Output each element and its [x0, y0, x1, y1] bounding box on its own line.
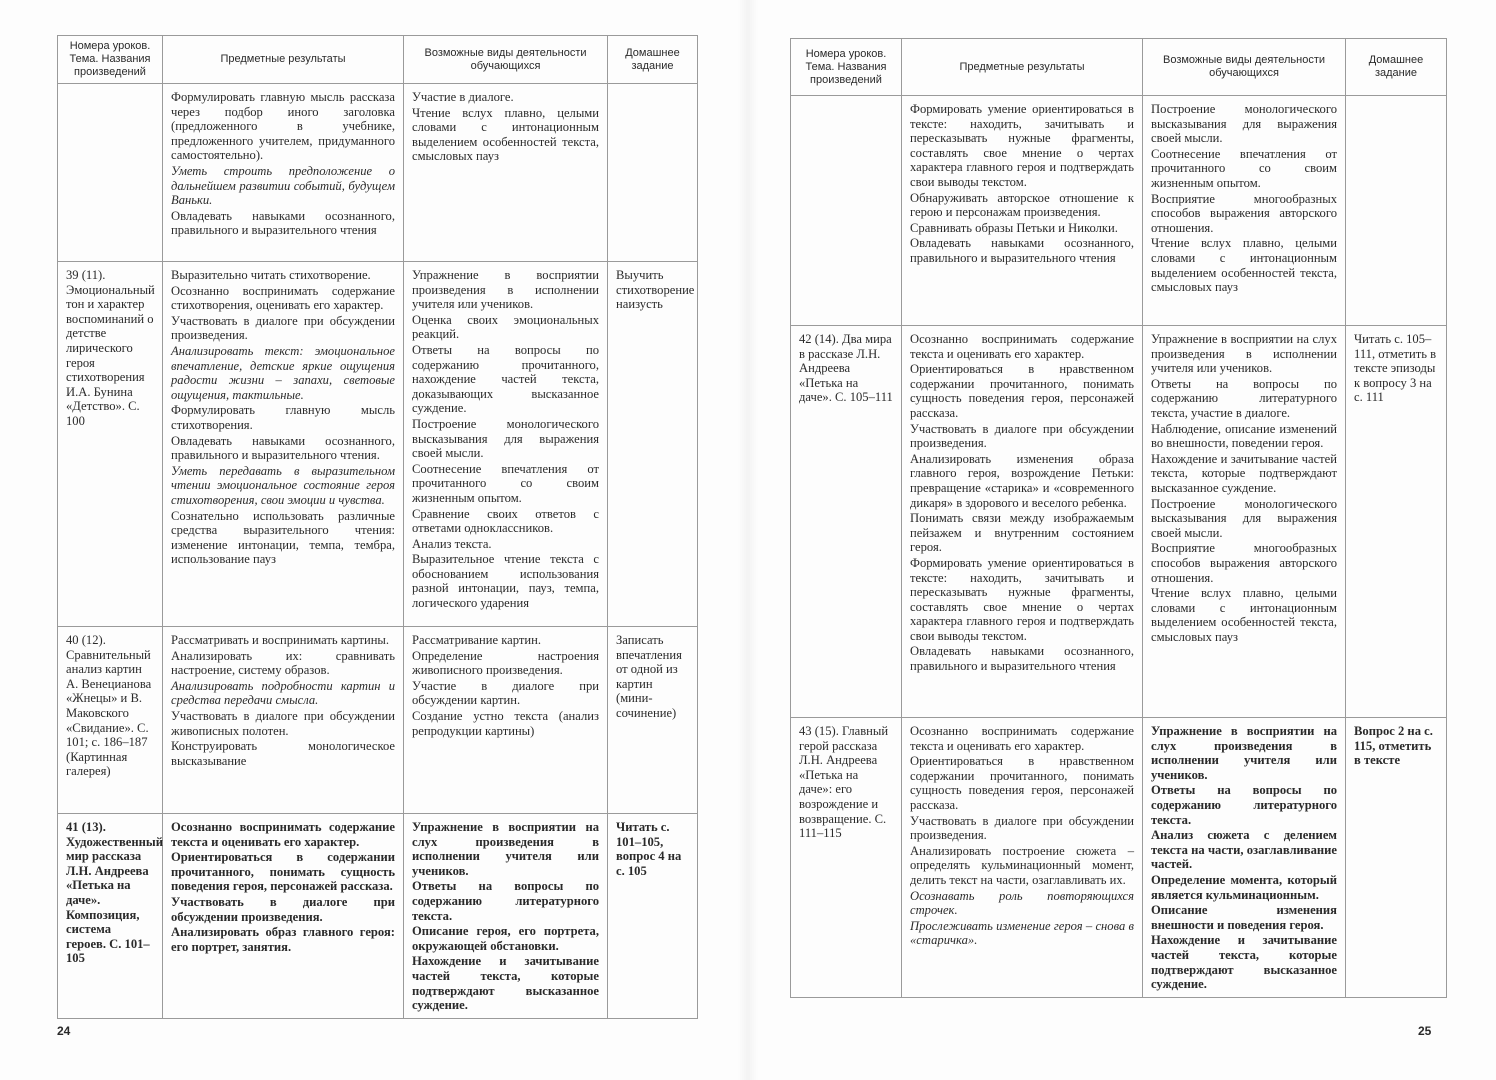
table-row: [58, 262, 698, 627]
activity-item: Нахождение и зачитывание частей текста, которые подтверждают высказанное суждение.: [1151, 451, 1337, 495]
page-number-left: 24: [57, 1024, 71, 1038]
activities-cell: [404, 84, 608, 262]
activity-item: Чтение вслух плавно, целыми словами с интонационным выделением особенностей текста, смысловых пауз: [412, 105, 599, 164]
header-activities: Возможные виды деятельности обучающихся: [1143, 39, 1346, 96]
result-item: Осознанно воспринимать содержание текста и оценивать его характер.: [910, 724, 1134, 753]
result-item: Ориентироваться в содержании прочитанного, понимать сущность поведения героя, персонажей рассказа.: [171, 850, 395, 894]
result-item: Сознательно использовать различные средства выразительного чтения: изменение интонации, темпа, тембра, использование пауз: [171, 508, 395, 567]
activity-item: Наблюдение, описание изменений во внешности, поведении героя.: [1151, 421, 1337, 451]
homework-cell: Вопрос 2 на с. 115, отметить в тексте: [1346, 718, 1447, 998]
result-item: Сравнивать образы Петьки и Николки.: [910, 220, 1118, 235]
result-item: Ориентироваться в нравственном содержании прочитанного, понимать сущность поведения героя, персонажей рассказа.: [910, 362, 1134, 420]
result-item: Овладевать навыками осознанного, правильного и выразительного чтения: [171, 208, 395, 238]
homework-cell: Читать с. 105–111, отметить в тексте эпизоды к вопросу 3 на с. 111: [1346, 326, 1447, 718]
activities-cell: [404, 262, 608, 627]
result-item: Ориентироваться в нравственном содержании прочитанного, понимать сущность поведения героя, персонажей рассказа.: [910, 754, 1134, 812]
results-cell: [902, 718, 1143, 998]
result-item: Участвовать в диалоге при обсуждении живописных полотен.: [171, 708, 395, 738]
homework-cell: [1346, 96, 1447, 326]
activity-item: Восприятие многообразных способов выражения авторского отношения.: [1151, 541, 1337, 585]
activity-item: Соотнесение впечатления от прочитанного со своим жизненным опытом.: [1151, 146, 1337, 190]
activity-item: Соотнесение впечатления от прочитанного со своим жизненным опытом.: [412, 461, 599, 505]
activity-item: Анализ сюжета с делением текста на части, озаглавливание частей.: [1151, 828, 1337, 872]
lesson-plan-table-left: [57, 35, 698, 1019]
result-item: Анализировать построение сюжета – определять кульминационный момент, делить текст на части, озаглавливать их.: [910, 843, 1134, 887]
result-item: Обнаруживать авторское отношение к герою и персонажам произведения.: [910, 190, 1134, 220]
result-item: Анализировать изменения образа главного героя, возрождение Петьки: превращение «старика» и «современного дикаря» в здорового и веселого ребенка.: [910, 451, 1134, 510]
result-item: Анализировать их: сравнивать настроение, систему образов.: [171, 648, 395, 678]
result-item: Овладевать навыками осознанного, правильного и выразительного чтения.: [171, 433, 395, 463]
header-homework: Домашнее задание: [608, 36, 698, 84]
table-row: [58, 627, 698, 814]
results-cell: [163, 262, 404, 627]
activity-item: Упражнение в восприятии на слух произведения в исполнении учителя или учеников.: [412, 820, 599, 878]
activity-item: Чтение вслух плавно, целыми словами с интонационным выделением особенностей текста, смысловых пауз: [1151, 236, 1337, 295]
homework-cell: [608, 84, 698, 262]
activity-item: Ответы на вопросы по содержанию прочитанного, нахождение частей текста, доказывающих высказанное суждение.: [412, 342, 599, 416]
activity-item: Описание изменения внешности и поведения героя.: [1151, 903, 1337, 932]
result-item: Формировать умение ориентироваться в тексте: находить, зачитывать и пересказывать нужные фрагменты, составлять свое мнение о чертах характера главного героя и подтверждать свои выводы текстом.: [910, 102, 1134, 189]
activity-item: Участие в диалоге при обсуждении картин.: [412, 678, 599, 708]
results-cell: [902, 326, 1143, 718]
activity-item: Упражнение в восприятии на слух произведения в исполнении учителя или учеников.: [1151, 332, 1337, 376]
results-cell: [163, 814, 404, 1019]
activity-item: Упражнение в восприятии на слух произведения в исполнении учителя или учеников.: [1151, 724, 1337, 782]
homework-cell: Выучить стихотворение наизусть: [608, 262, 698, 627]
page-number-right: 25: [1418, 1024, 1432, 1038]
result-item: Участвовать в диалоге при обсуждении произведения.: [171, 313, 395, 343]
result-item: Конструировать монологическое высказывание: [171, 739, 395, 768]
result-item: Формировать умение ориентироваться в тексте: находить, зачитывать и пересказывать нужные фрагменты, составлять свое мнение о чертах характера главного героя и подтверждать свои выводы текстом.: [910, 555, 1134, 643]
result-item: Уметь строить предположение о дальнейшем развитии событий, будущем Ваньки.: [171, 163, 395, 208]
activities-cell: [404, 627, 608, 814]
activity-item: Нахождение и зачитывание частей текста, которые подтверждают высказанное суждение.: [412, 954, 599, 1013]
lesson-plan-table-right: [790, 38, 1447, 998]
activity-item: Оценка своих эмоциональных реакций.: [412, 312, 599, 342]
results-cell: [902, 96, 1143, 326]
activity-item: Построение монологического высказывания для выражения своей мысли.: [412, 416, 599, 461]
activities-cell: [1143, 96, 1346, 326]
lesson-cell: 41 (13). Художественный мир рассказа Л.Н. Андреева «Петька на даче». Композиция, система героев. С. 101–105: [58, 814, 163, 1019]
lesson-cell: [58, 84, 163, 262]
results-cell: [163, 84, 404, 262]
activities-cell: [1143, 718, 1346, 998]
activity-item: Рассматривание картин.: [412, 633, 541, 647]
result-item: Осознанно воспринимать содержание текста и оценивать его характер.: [171, 820, 395, 849]
right-page: [790, 38, 1447, 998]
activity-item: Создание устно текста (анализ репродукции картины): [412, 708, 599, 738]
lesson-cell: 40 (12). Сравнительный анализ картин А. Венецианова «Жнецы» и В. Маковского «Свидание». С. 101; с. 186–187 (Картинная галерея): [58, 627, 163, 814]
table-row: [791, 326, 1447, 718]
lesson-cell: 39 (11). Эмоциональный тон и характер воспоминаний о детстве лирического героя стихотворения И.А. Бунина «Детство». С. 100: [58, 262, 163, 627]
book-gutter: [738, 0, 758, 1080]
table-header-row: [58, 36, 698, 84]
activities-cell: [1143, 326, 1346, 718]
result-item: Осознанно воспринимать содержание стихотворения, оценивать его характер.: [171, 283, 395, 313]
table-header-row: [791, 39, 1447, 96]
activity-item: Анализ текста.: [412, 536, 492, 551]
activity-item: Чтение вслух плавно, целыми словами с интонационным выделением особенностей текста, смысловых пауз: [1151, 586, 1337, 644]
homework-cell: Читать с. 101–105, вопрос 4 на с. 105: [608, 814, 698, 1019]
result-item: Прослеживать изменение героя – снова в «старичка».: [910, 918, 1134, 948]
result-item: Овладевать навыками осознанного, правильного и выразительного чтения: [910, 644, 1134, 674]
activities-cell: [404, 814, 608, 1019]
header-homework: Домашнее задание: [1346, 39, 1447, 96]
header-activities: Возможные виды деятельности обучающихся: [404, 36, 608, 84]
activity-item: Определение настроения живописного произведения.: [412, 648, 599, 678]
activity-item: Построение монологического высказывания для выражения своей мысли.: [1151, 102, 1337, 146]
activity-item: Восприятие многообразных способов выражения авторского отношения.: [1151, 191, 1337, 235]
result-item: Участвовать в диалоге при обсуждении произведения.: [171, 894, 395, 924]
table-row: [791, 718, 1447, 998]
result-item: Осознанно воспринимать содержание текста и оценивать его характер.: [910, 332, 1134, 361]
activity-item: Ответы на вопросы по содержанию литературного текста.: [1151, 783, 1337, 827]
homework-cell: Записать впечатления от одной из картин (мини-сочинение): [608, 627, 698, 814]
activity-item: Упражнение в восприятии произведения в исполнении учителя или учеников.: [412, 268, 599, 312]
result-item: Участвовать в диалоге при обсуждении произведения.: [910, 813, 1134, 843]
lesson-cell: 42 (14). Два мира в рассказе Л.Н. Андреева «Петька на даче». С. 105–111: [791, 326, 902, 718]
result-item: Формулировать главную мысль стихотворения.: [171, 403, 395, 432]
result-item: Овладевать навыками осознанного, правильного и выразительного чтения: [910, 236, 1134, 265]
table-row: [58, 814, 698, 1019]
lesson-cell: 43 (15). Главный герой рассказа Л.Н. Андреева «Петька на даче»: его возрождение и возвращение. С. 111–115: [791, 718, 902, 998]
header-lesson: Номера уроков. Тема. Названия произведений: [58, 36, 163, 84]
activity-item: Выразительное чтение текста с обоснованием использования разной интонации, пауз, темпа, логического ударения: [412, 552, 599, 611]
result-item: Уметь передавать в выразительном чтении эмоциональное состояние героя стихотворения, свои эмоции и чувства.: [171, 463, 395, 507]
activity-item: Участие в диалоге.: [412, 90, 514, 104]
lesson-cell: [791, 96, 902, 326]
activity-item: Определение момента, который является кульминационным.: [1151, 872, 1337, 902]
header-results: Предметные результаты: [902, 39, 1143, 96]
activity-item: Ответы на вопросы по содержанию литературного текста, участие в диалоге.: [1151, 376, 1337, 420]
activity-item: Построение монологического высказывания для выражения своей мысли.: [1151, 496, 1337, 540]
result-item: Рассматривать и воспринимать картины.: [171, 633, 390, 647]
table-row: [791, 96, 1447, 326]
header-lesson: Номера уроков. Тема. Названия произведений: [791, 39, 902, 96]
activity-item: Ответы на вопросы по содержанию литературного текста.: [412, 879, 599, 923]
activity-item: Сравнение своих ответов с ответами одноклассников.: [412, 506, 599, 536]
result-item: Анализировать подробности картин и средства передачи смысла.: [171, 678, 395, 708]
result-item: Формулировать главную мысль рассказа через подбор иного заголовка (предложенного в учебнике, предложенного учителем, придуманного самостоятельно).: [171, 90, 395, 163]
header-results: Предметные результаты: [163, 36, 404, 84]
results-cell: [163, 627, 404, 814]
result-item: Анализировать текст: эмоциональное впечатление, детские яркие ощущения радости жизни – запахи, световые ощущения, тактильные.: [171, 343, 395, 402]
left-page: [57, 35, 698, 1019]
activity-item: Описание героя, его портрета, окружающей обстановки.: [412, 924, 599, 953]
result-item: Понимать связи между изображаемым пейзажем и внутренним состоянием героя.: [910, 511, 1134, 555]
result-item: Осознавать роль повторяющихся строчек.: [910, 888, 1134, 918]
result-item: Выразительно читать стихотворение.: [171, 268, 371, 282]
result-item: Анализировать образ главного героя: его портрет, занятия.: [171, 925, 395, 954]
activity-item: Нахождение и зачитывание частей текста, которые подтверждают высказанное суждение.: [1151, 933, 1337, 992]
table-row: [58, 84, 698, 262]
result-item: Участвовать в диалоге при обсуждении произведения.: [910, 421, 1134, 451]
